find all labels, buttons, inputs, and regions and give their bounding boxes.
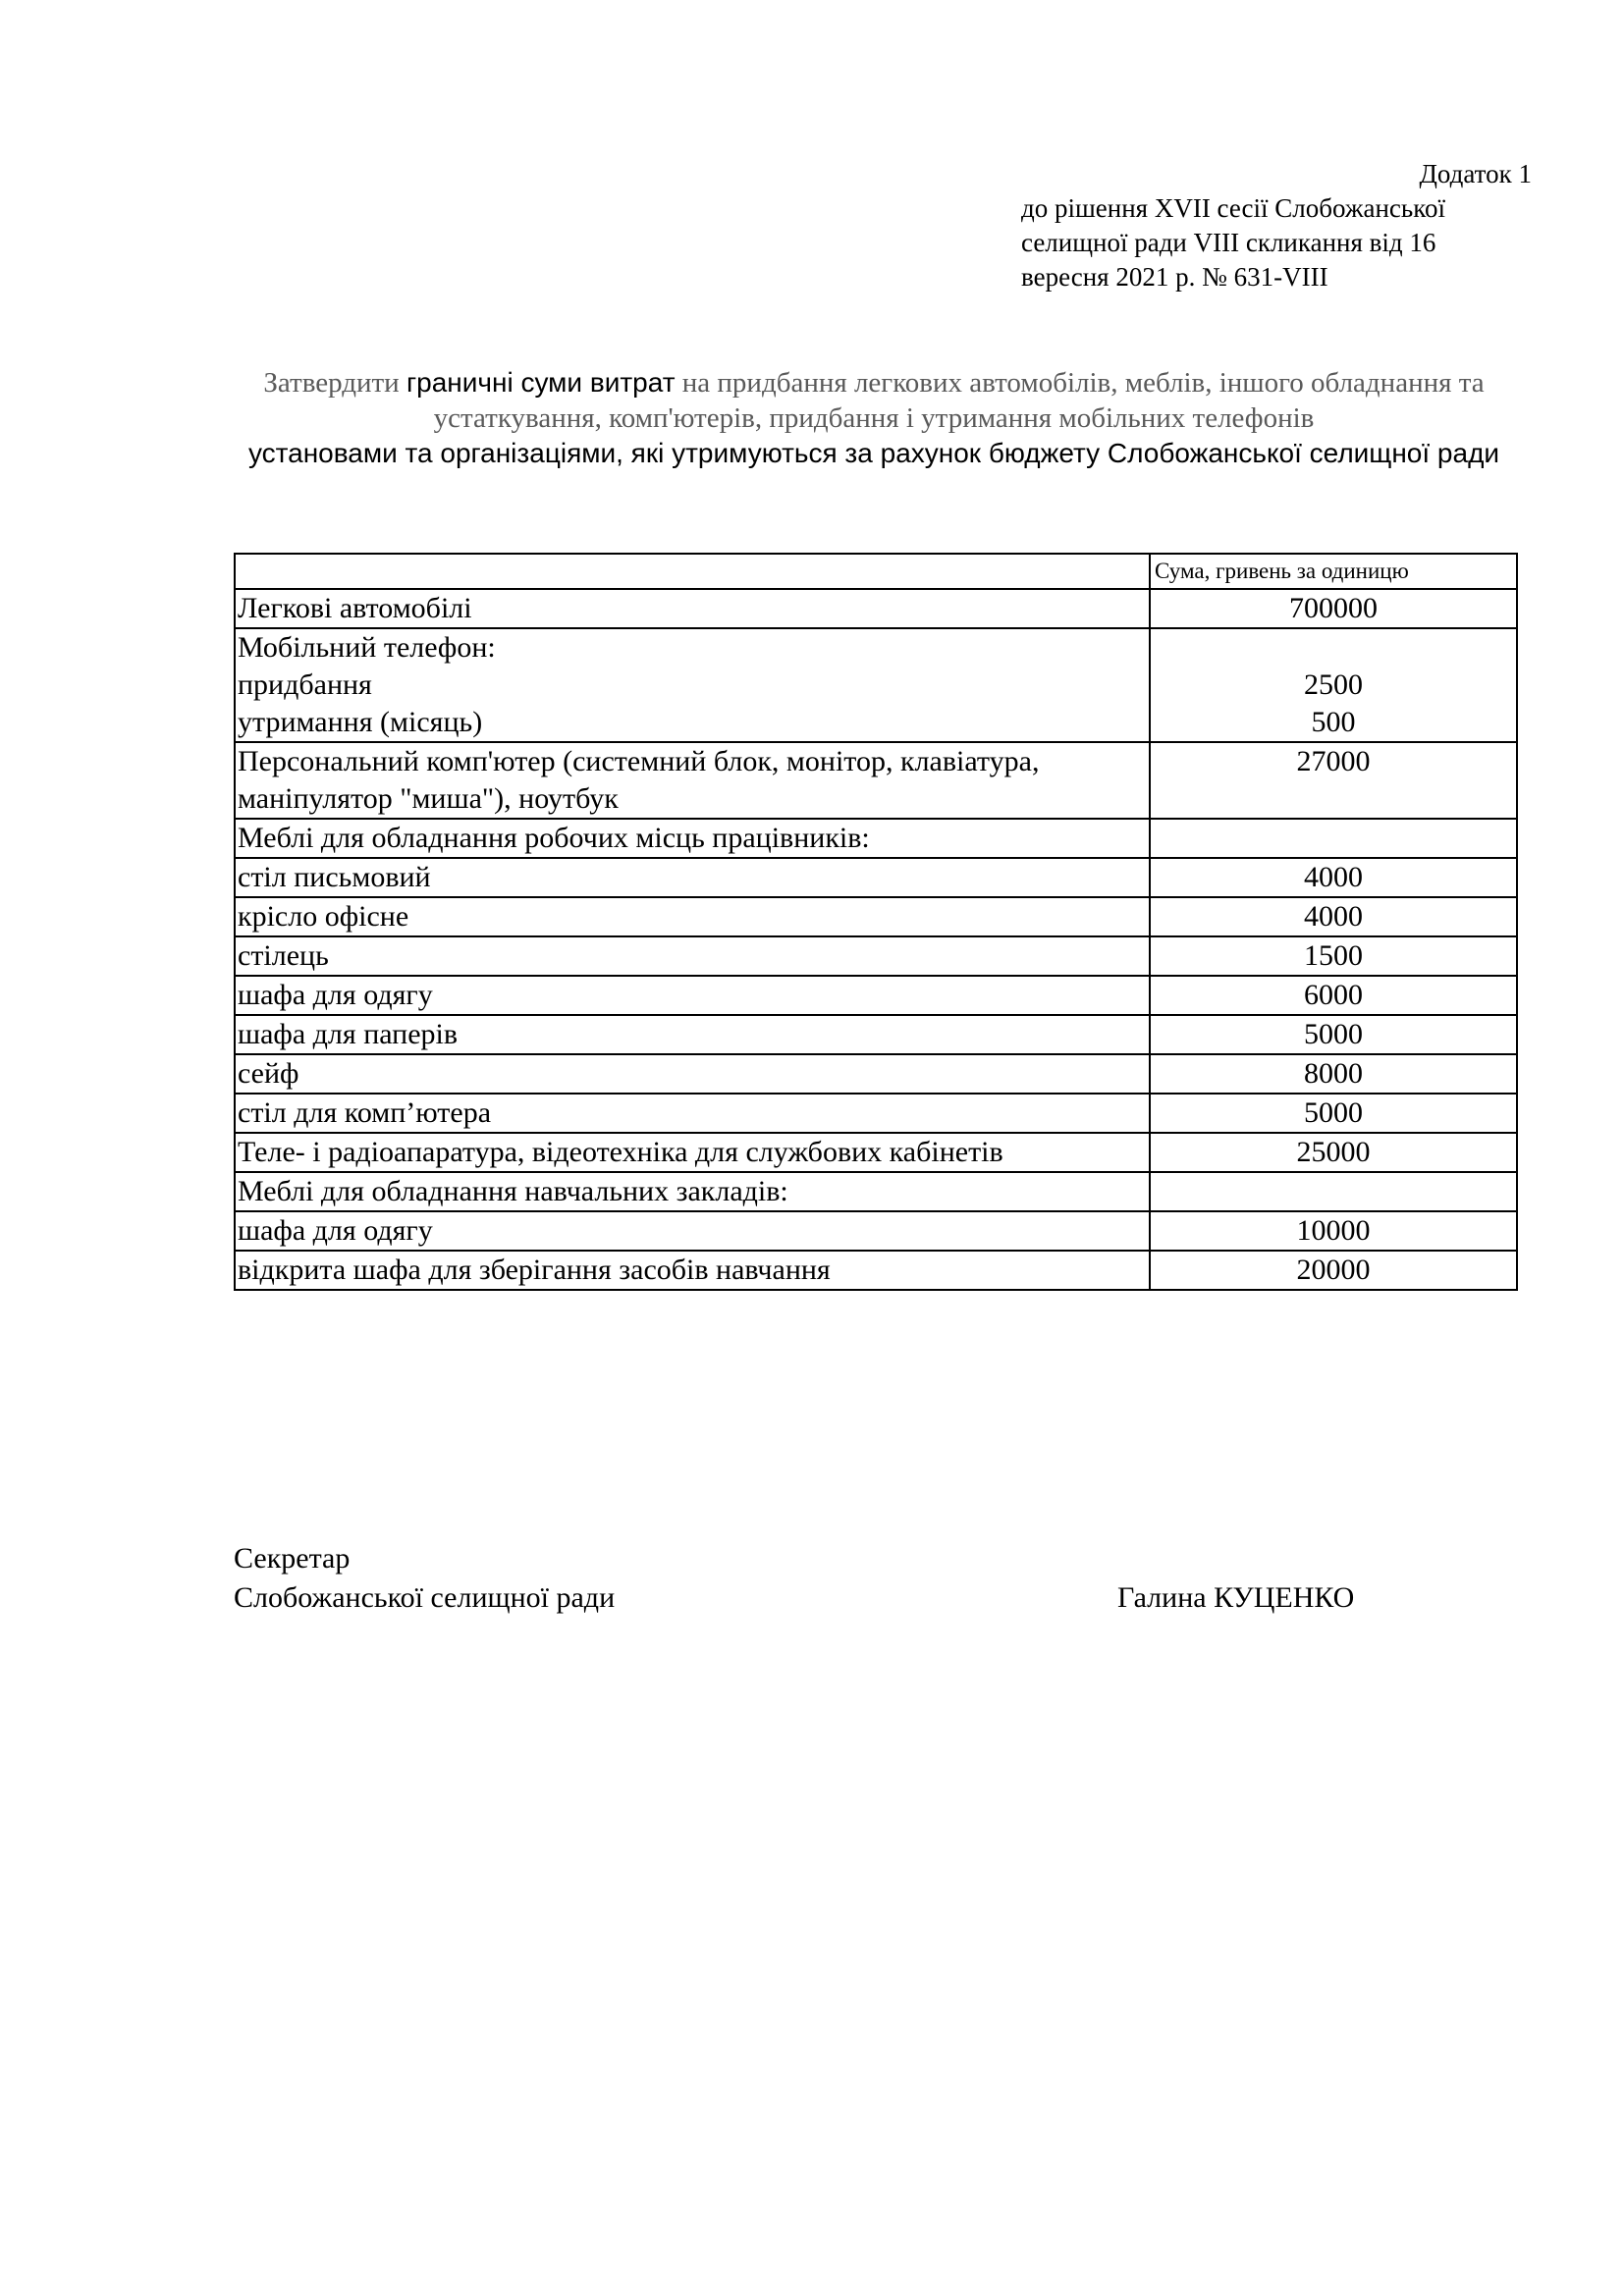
table-row [235, 1054, 1517, 1094]
row-name: крісло офісне [235, 897, 1150, 936]
row-name: шафа для паперів [235, 1015, 1150, 1054]
row-name: стіл письмовий [235, 858, 1150, 897]
row-value-line: 500 [1311, 706, 1356, 738]
table-row [235, 628, 1517, 742]
table-row [235, 1133, 1517, 1172]
row-value: 20000 [1150, 1251, 1517, 1290]
row-name: стілець [235, 936, 1150, 976]
row-value: 4000 [1150, 858, 1517, 897]
row-value: 8000 [1150, 1054, 1517, 1094]
signatory-name: Галина КУЦЕНКО [1117, 1581, 1355, 1614]
signatory-title: Секретар [234, 1542, 351, 1575]
row-name: шафа для одягу [235, 1211, 1150, 1251]
row-value [1150, 1172, 1517, 1211]
annex-block [1021, 157, 1532, 294]
table-row [235, 1094, 1517, 1133]
row-name-line: Мобільний телефон: [238, 631, 496, 664]
spending-limits-table [234, 553, 1518, 1291]
heading-part: Затвердити [263, 367, 406, 399]
table-row [235, 976, 1517, 1015]
row-name [235, 628, 1150, 742]
row-name: сейф [235, 1054, 1150, 1094]
table-row [235, 1211, 1517, 1251]
row-name: шафа для одягу [235, 976, 1150, 1015]
row-value: 5000 [1150, 1015, 1517, 1054]
table-row [235, 819, 1517, 858]
heading-part: на придбання легкових автомобілів, меблів, іншого обладнання та устаткування, комп'ютерів, придбання і утримання мобільних телефонів [433, 367, 1485, 434]
table-row [235, 936, 1517, 976]
row-value [1150, 628, 1517, 742]
row-name: стіл для комп’ютера [235, 1094, 1150, 1133]
row-value: 5000 [1150, 1094, 1517, 1133]
signatory-organization: Слобожанської селищної ради [234, 1581, 616, 1614]
row-name: Меблі для обладнання робочих місць працівників: [235, 819, 1150, 858]
heading-part: установами та організаціями, які утримуються за рахунок бюджету Слобожанської селищної ради [247, 438, 1500, 468]
row-name: Теле- і радіоапаратура, відеотехніка для службових кабінетів [235, 1133, 1150, 1172]
row-value: 1500 [1150, 936, 1517, 976]
header-cell-value: Сума, гривень за одиницю [1150, 554, 1517, 589]
document-heading [236, 365, 1512, 471]
header-cell-name [235, 554, 1150, 589]
annex-line: селищної ради VIII скликання від 16 [1021, 228, 1436, 257]
row-name: Персональний комп'ютер (системний блок, монітор, клавіатура, маніпулятор "миша"), ноутбук [235, 742, 1150, 819]
table-row [235, 858, 1517, 897]
table-header-row [235, 554, 1517, 589]
row-value: 25000 [1150, 1133, 1517, 1172]
row-name: Легкові автомобілі [235, 589, 1150, 628]
row-value-line: 2500 [1304, 668, 1363, 701]
table-row [235, 589, 1517, 628]
heading-emphasis: граничні суми витрат [406, 367, 676, 398]
row-value: 700000 [1150, 589, 1517, 628]
row-value: 6000 [1150, 976, 1517, 1015]
annex-title: Додаток 1 [1419, 159, 1532, 188]
table-row [235, 1172, 1517, 1211]
signature-block [234, 1539, 1412, 1618]
row-value [1150, 819, 1517, 858]
row-value: 10000 [1150, 1211, 1517, 1251]
annex-line: вересня 2021 р. № 631-VIII [1021, 262, 1328, 292]
row-value: 27000 [1150, 742, 1517, 819]
row-name-line: придбання [238, 668, 372, 701]
table-row [235, 1015, 1517, 1054]
table-row [235, 1251, 1517, 1290]
row-name: відкрита шафа для зберігання засобів навчання [235, 1251, 1150, 1290]
row-value: 4000 [1150, 897, 1517, 936]
table-row [235, 742, 1517, 819]
annex-line: до рішення XVII сесії Слобожанської [1021, 193, 1445, 223]
row-name-line: утримання (місяць) [238, 706, 483, 738]
table-row [235, 897, 1517, 936]
row-name: Меблі для обладнання навчальних закладів: [235, 1172, 1150, 1211]
